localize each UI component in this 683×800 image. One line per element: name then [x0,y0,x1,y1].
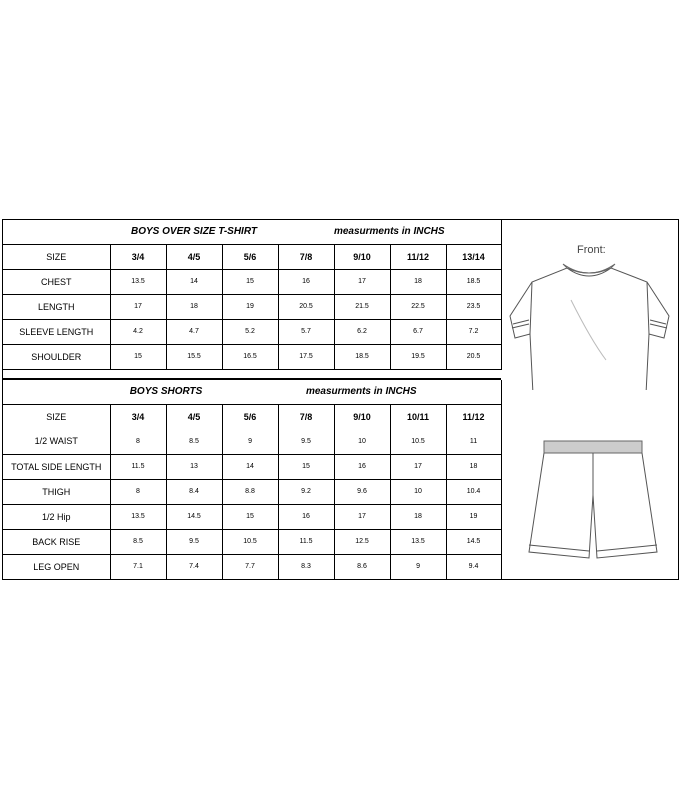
shorts-value-cell: 8.6 [334,554,390,579]
tshirt-value-cell: 5.2 [222,319,278,344]
tshirt-row [3,294,501,319]
shorts-row-label: BACK RISE [3,529,110,554]
tshirt-value-cell: 21.5 [334,294,390,319]
shorts-value-cell: 7.4 [166,554,222,579]
shorts-row [3,479,501,504]
tshirt-value-cell: 5.7 [278,319,334,344]
shorts-value-cell: 8.4 [166,479,222,504]
size-column-header: 5/6 [222,244,278,269]
shorts-value-cell: 13 [166,454,222,479]
size-column-header: 10/11 [390,404,446,429]
shorts-header-row [3,404,501,429]
shorts-value-cell: 18 [446,454,501,479]
size-column-header: 13/14 [446,244,501,269]
shorts-value-cell: 16 [278,504,334,529]
tshirt-title-row [3,220,501,244]
tshirt-value-cell: 14 [166,269,222,294]
shorts-value-cell: 11.5 [278,529,334,554]
shorts-value-cell: 8 [110,479,166,504]
tshirt-value-cell: 6.2 [334,319,390,344]
shorts-value-cell: 8.8 [222,479,278,504]
size-column-header: 9/10 [334,404,390,429]
shorts-row-label: THIGH [3,479,110,504]
shorts-size-table [3,380,502,579]
shorts-row [3,454,501,479]
size-column-header: 3/4 [110,404,166,429]
shorts-value-cell: 17 [334,504,390,529]
tshirt-value-cell: 6.7 [390,319,446,344]
tshirt-value-cell: 18 [166,294,222,319]
tshirt-value-cell: 16.5 [222,344,278,369]
shorts-value-cell: 8.3 [278,554,334,579]
shorts-value-cell: 7.1 [110,554,166,579]
shorts-value-cell: 10.5 [390,429,446,454]
tshirt-value-cell: 15 [110,344,166,369]
shorts-value-cell: 9.4 [446,554,501,579]
shorts-title: BOYS SHORTS [110,380,222,404]
shorts-value-cell: 10.4 [446,479,501,504]
shorts-value-cell: 7.7 [222,554,278,579]
tshirt-value-cell: 17 [110,294,166,319]
size-chart-sheet [2,219,679,580]
tshirt-value-cell: 20.5 [278,294,334,319]
tshirt-title: BOYS OVER SIZE T-SHIRT [110,220,278,244]
tshirt-size-table [3,220,502,370]
shorts-value-cell: 9.2 [278,479,334,504]
size-column-header: 7/8 [278,404,334,429]
shorts-value-cell: 15 [278,454,334,479]
tshirt-row-label: CHEST [3,269,110,294]
shorts-value-cell: 16 [334,454,390,479]
tshirt-value-cell: 7.2 [446,319,501,344]
shorts-value-cell: 12.5 [334,529,390,554]
shorts-value-cell: 10 [334,429,390,454]
tshirt-value-cell: 19 [222,294,278,319]
shorts-sketch-icon [501,425,678,575]
shorts-value-cell: 9 [222,429,278,454]
shorts-row-label: LEG OPEN [3,554,110,579]
tshirt-value-cell: 17.5 [278,344,334,369]
tshirt-size-header: SIZE [3,244,110,269]
shorts-value-cell: 14.5 [166,504,222,529]
shorts-value-cell: 9.5 [278,429,334,454]
size-column-header: 4/5 [166,244,222,269]
shorts-value-cell: 14.5 [446,529,501,554]
tshirt-value-cell: 13.5 [110,269,166,294]
shorts-value-cell: 15 [222,504,278,529]
tshirt-value-cell: 15 [222,269,278,294]
shorts-value-cell: 8 [110,429,166,454]
tshirt-row [3,319,501,344]
tshirt-sketch-icon [501,220,678,390]
shorts-unit-note: measurments in INCHS [222,380,501,404]
shorts-row-label: 1/2 WAIST [3,429,110,454]
shorts-value-cell: 9.5 [166,529,222,554]
size-column-header: 11/12 [390,244,446,269]
tshirt-row-label: SHOULDER [3,344,110,369]
size-column-header: 11/12 [446,404,501,429]
shorts-row-label: TOTAL SIDE LENGTH [3,454,110,479]
tshirt-value-cell: 19.5 [390,344,446,369]
garment-illustrations [501,220,678,579]
tshirt-row-label: SLEEVE LENGTH [3,319,110,344]
shorts-value-cell: 10.5 [222,529,278,554]
shorts-value-cell: 10 [390,479,446,504]
size-column-header: 3/4 [110,244,166,269]
tshirt-value-cell: 15.5 [166,344,222,369]
tshirt-unit-note: measurments in INCHS [278,220,501,244]
shorts-value-cell: 13.5 [390,529,446,554]
size-column-header: 7/8 [278,244,334,269]
tshirt-row [3,269,501,294]
shorts-value-cell: 11 [446,429,501,454]
size-column-header: 9/10 [334,244,390,269]
shorts-value-cell: 11.5 [110,454,166,479]
tshirt-value-cell: 18 [390,269,446,294]
tshirt-value-cell: 18.5 [334,344,390,369]
tshirt-value-cell: 16 [278,269,334,294]
tshirt-value-cell: 22.5 [390,294,446,319]
shorts-value-cell: 17 [390,454,446,479]
tshirt-value-cell: 23.5 [446,294,501,319]
tshirt-row [3,344,501,369]
shorts-value-cell: 8.5 [166,429,222,454]
tshirt-value-cell: 20.5 [446,344,501,369]
tshirt-header-row [3,244,501,269]
shorts-value-cell: 18 [390,504,446,529]
front-label: Front: [577,244,606,256]
shorts-value-cell: 14 [222,454,278,479]
shorts-value-cell: 9.6 [334,479,390,504]
shorts-row [3,554,501,579]
shorts-row-label: 1/2 Hip [3,504,110,529]
size-column-header: 4/5 [166,404,222,429]
shorts-value-cell: 13.5 [110,504,166,529]
shorts-size-header: SIZE [3,404,110,429]
tshirt-value-cell: 17 [334,269,390,294]
size-column-header: 5/6 [222,404,278,429]
tshirt-value-cell: 18.5 [446,269,501,294]
tshirt-value-cell: 4.7 [166,319,222,344]
shorts-title-row [3,380,501,404]
tshirt-value-cell: 4.2 [110,319,166,344]
shorts-row [3,529,501,554]
shorts-row [3,504,501,529]
shorts-value-cell: 19 [446,504,501,529]
shorts-value-cell: 8.5 [110,529,166,554]
shorts-row [3,429,501,454]
tshirt-row-label: LENGTH [3,294,110,319]
shorts-value-cell: 9 [390,554,446,579]
